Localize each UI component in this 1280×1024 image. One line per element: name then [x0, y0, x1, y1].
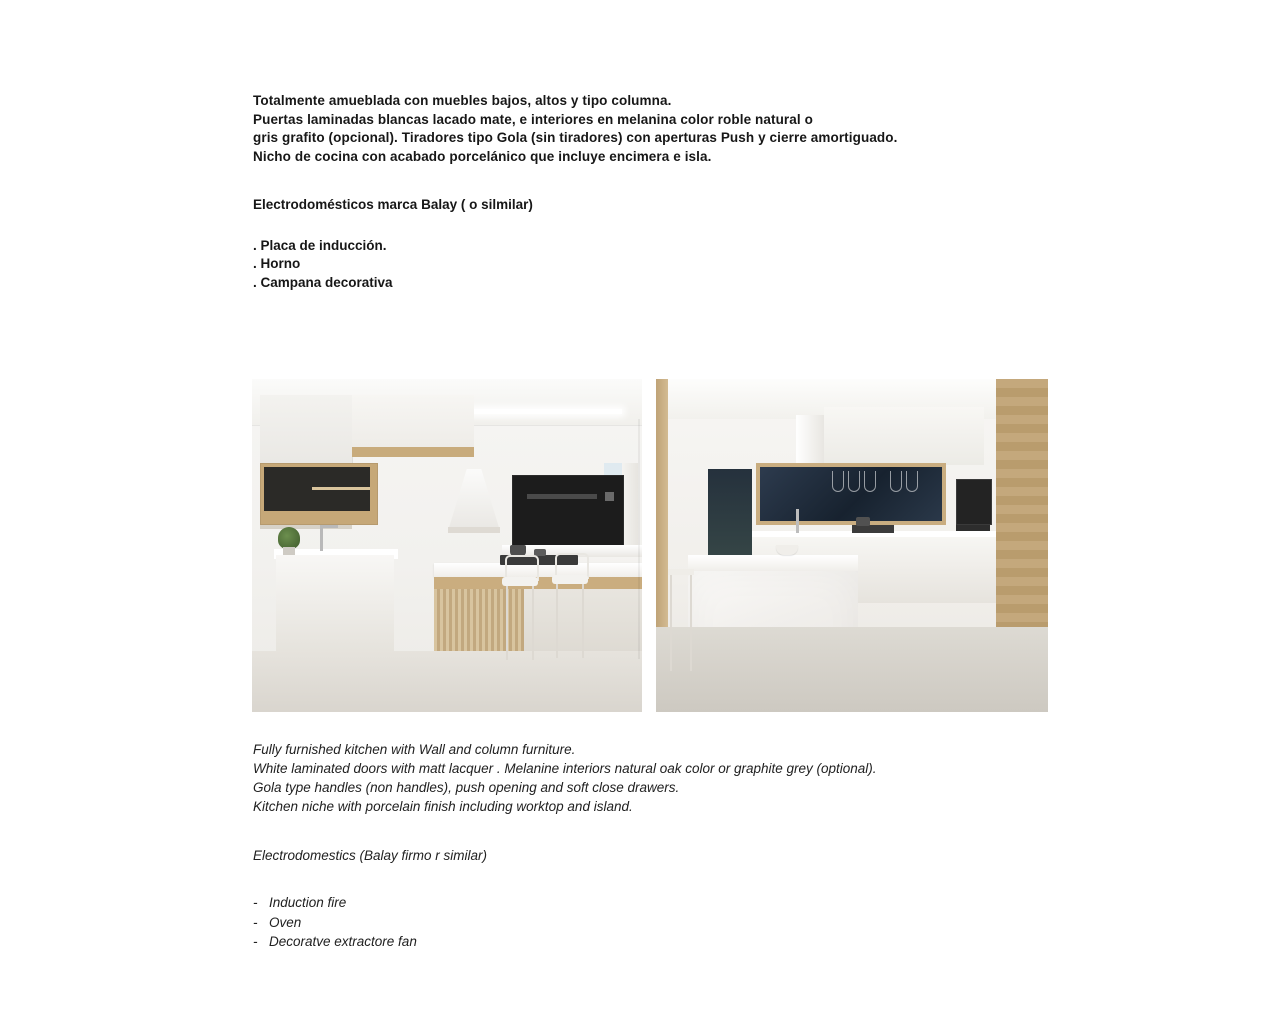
dark-back-panel: [512, 475, 624, 549]
glass: [864, 471, 876, 492]
spanish-paragraph-line-1: Totalmente amueblada con muebles bajos, altos y tipo columna.: [253, 93, 672, 108]
panel-detail-line: [527, 494, 597, 499]
stool-leg: [556, 584, 558, 658]
english-appliance-item-1: [253, 893, 1053, 913]
spacer: [253, 215, 1043, 237]
spanish-appliance-item-3: . Campana decorativa: [253, 274, 393, 290]
stool-seat: [502, 577, 538, 586]
english-appliances-heading: Electrodomestics (Balay firmo r similar): [253, 848, 488, 863]
stool-leg: [670, 575, 672, 671]
bar-stool: [552, 575, 588, 671]
spacer: [253, 865, 1053, 893]
spanish-paragraph-line-3: gris grafito (opcional). Tiradores tipo Gola (sin tiradores) con aperturas Push y cierre amortiguado.: [253, 130, 898, 145]
english-appliance-item-2: [253, 913, 1053, 933]
spanish-appliance-item-1: . Placa de inducción.: [253, 237, 387, 253]
bullet-text: Decoratve extractore fan: [269, 934, 417, 949]
panel-detail-dot: [605, 492, 614, 501]
wood-shelf-board: [312, 487, 370, 490]
spanish-text-block: [253, 92, 1043, 292]
spanish-appliance-item-2: . Horno: [253, 256, 301, 271]
english-paragraph-line-4: Kitchen niche with porcelain finish including worktop and island.: [253, 799, 633, 814]
induction-hob: [852, 525, 894, 533]
english-appliance-item-3: [253, 932, 1053, 952]
upper-cabinets: [824, 407, 984, 465]
spacer: [253, 166, 1043, 196]
plant: [278, 527, 300, 549]
kitchen-tap: [796, 509, 799, 533]
kitchen-photo-left: [252, 379, 642, 712]
glass: [890, 471, 902, 492]
bullet-marker: -: [253, 914, 258, 930]
base-units-left: [276, 555, 394, 665]
stool-seat: [552, 575, 588, 584]
bar-stool: [502, 577, 538, 673]
bullet-marker: -: [253, 895, 258, 910]
hanging-glasses: [832, 471, 928, 493]
bar-stool: [668, 569, 694, 679]
english-paragraph-line-2: White laminated doors with matt lacquer . Melanine interiors natural oak color or graphite grey (optional).: [253, 761, 877, 776]
extractor-hood-band: [448, 527, 500, 533]
spanish-paragraph-line-4: Nicho de cocina con acabado porcelánico que incluye encimera e isla.: [253, 148, 712, 164]
photo-floor: [656, 627, 1048, 712]
wall-edge: [638, 419, 640, 659]
glass: [848, 471, 860, 492]
stool-leg: [532, 586, 534, 660]
english-paragraph-line-1: Fully furnished kitchen with Wall and column furniture.: [253, 742, 576, 757]
spanish-appliances-heading: Electrodomésticos marca Balay ( o silmilar): [253, 197, 533, 212]
gola-wood-strip: [352, 447, 474, 457]
glass: [906, 471, 918, 492]
island-worktop: [688, 555, 858, 571]
bullet-marker: -: [253, 934, 258, 949]
cooking-pot: [856, 517, 870, 526]
bullet-text: Oven: [269, 914, 302, 930]
glass: [832, 471, 844, 492]
stool-leg: [506, 586, 508, 660]
spacer: [253, 816, 1053, 846]
upper-cabinets-center: [352, 395, 474, 447]
built-in-oven: [956, 479, 992, 525]
bullet-text: Induction fire: [269, 895, 347, 910]
kitchen-images-row: [252, 379, 1048, 712]
stool-leg: [582, 584, 584, 658]
kitchen-tap: [320, 525, 323, 551]
plant-pot: [283, 547, 295, 555]
english-text-block: [253, 740, 1053, 952]
stool-leg: [690, 575, 692, 671]
kitchen-photo-right: [656, 379, 1048, 712]
spanish-paragraph-line-2: Puertas laminadas blancas lacado mate, e interiores en melanina color roble natural o: [253, 111, 813, 127]
english-paragraph-line-3: Gola type handles (non handles), push opening and soft close drawers.: [253, 780, 680, 795]
